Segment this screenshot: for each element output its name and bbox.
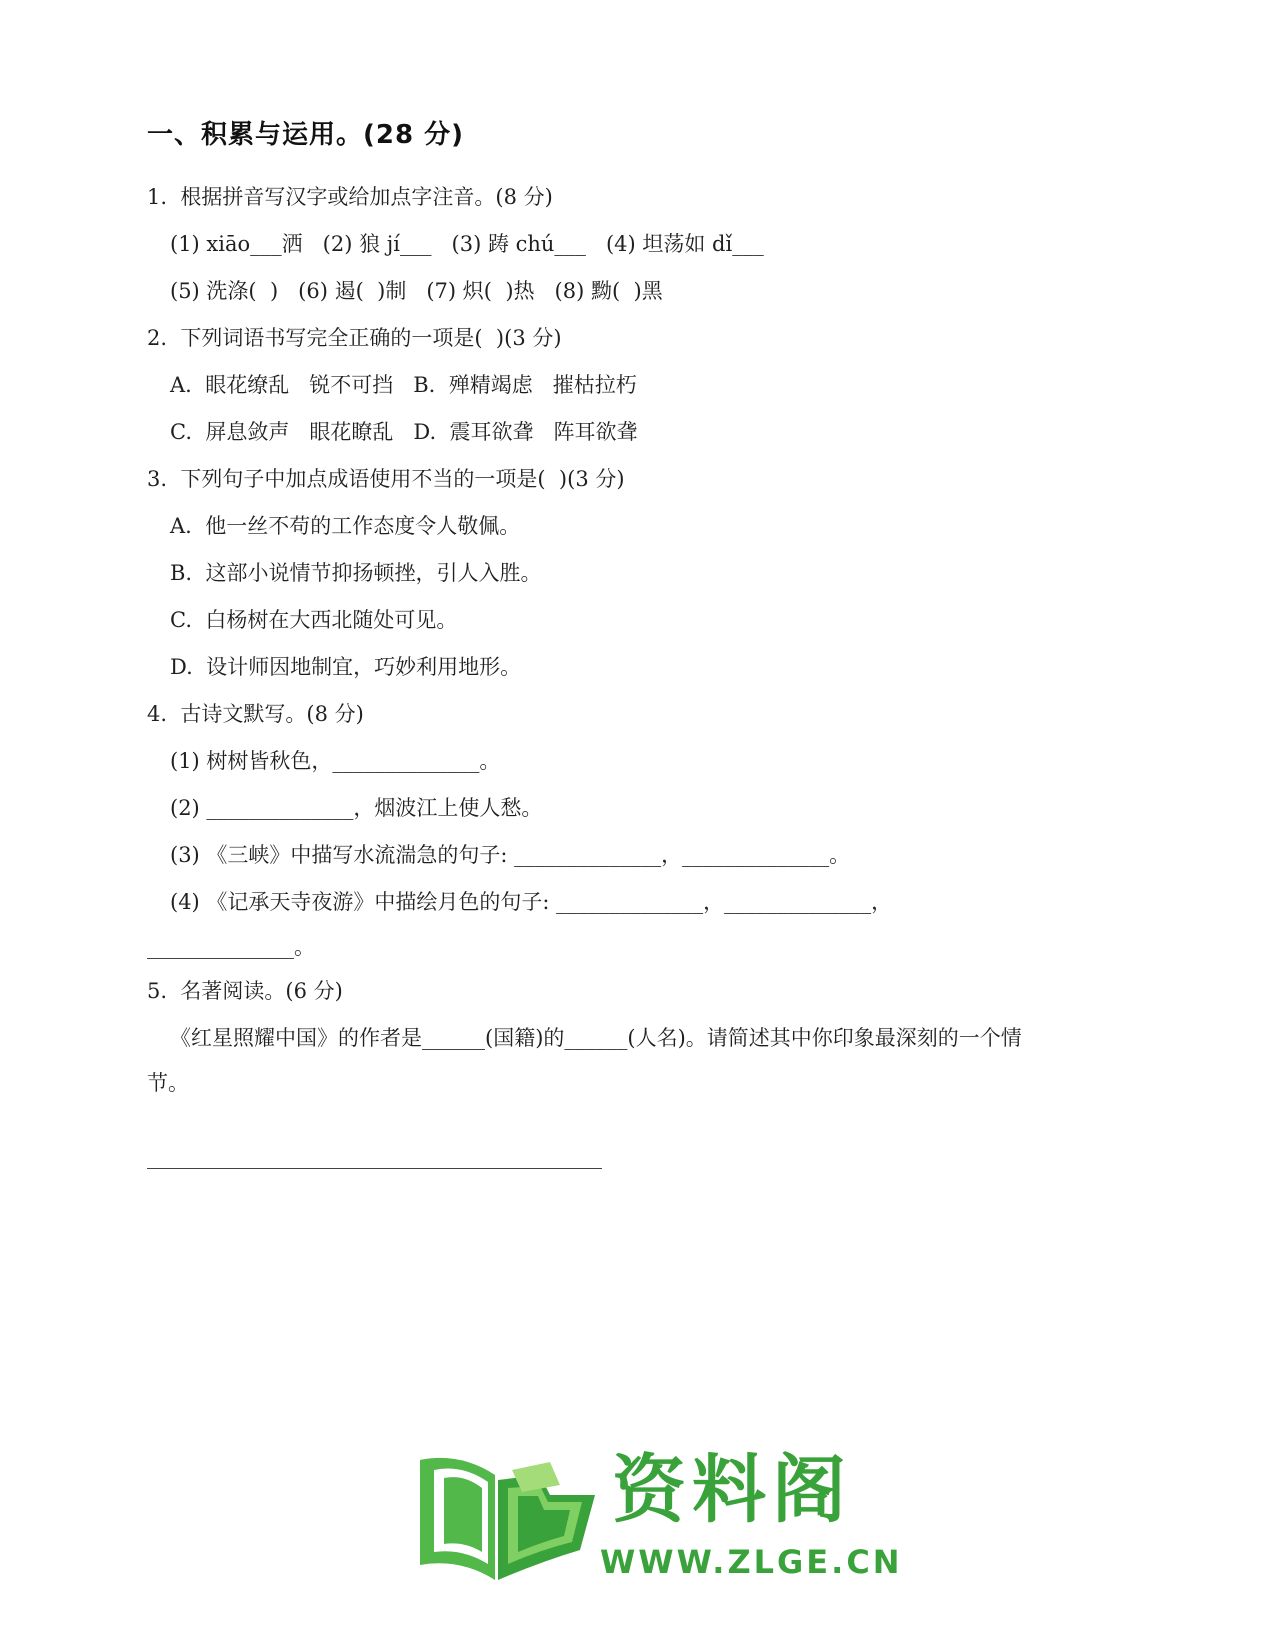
- question-2-stem: 2. 下列词语书写完全正确的一项是( )(3 分): [147, 326, 562, 350]
- question-4-part-1: (1) 树树皆秋色，______________。: [170, 749, 501, 773]
- zlge-logo: [400, 1440, 903, 1590]
- question-1-row-1: (1) xiāo___洒 (2) 狼 jí___ (3) 踌 chú___ (4) 坦荡如 dǐ___: [170, 232, 764, 256]
- question-3-option-d: D. 设计师因地制宜，巧妙利用地形。: [170, 655, 522, 679]
- section-title: 一、积累与运用。(28 分): [147, 120, 464, 150]
- question-4-stem: 4. 古诗文默写。(8 分): [147, 702, 364, 726]
- question-2-row-1: A. 眼花缭乱 锐不可挡 B. 殚精竭虑 摧枯拉朽: [170, 373, 637, 397]
- question-3-option-c: C. 白杨树在大西北随处可见。: [170, 608, 458, 632]
- open-book-icon: [400, 1440, 600, 1590]
- question-5-text: 《红星照耀中国》的作者是______(国籍)的______(人名)。请简述其中你印象最深刻的一个情: [170, 1026, 1022, 1050]
- question-5-text-continuation: 节。: [147, 1071, 189, 1095]
- logo-url-text: WWW.ZLGE.CN: [600, 1543, 903, 1581]
- question-3-stem: 3. 下列句子中加点成语使用不当的一项是( )(3 分): [147, 467, 625, 491]
- question-4-part-4: (4) 《记承天寺夜游》中描绘月色的句子: ______________，______________，: [170, 890, 893, 914]
- question-3-option-a: A. 他一丝不苟的工作态度令人敬佩。: [170, 514, 521, 538]
- question-4-part-4-continuation: ______________。: [147, 935, 315, 959]
- question-1-stem: 1. 根据拼音写汉字或给加点字注音。(8 分): [147, 185, 553, 209]
- question-3-option-b: B. 这部小说情节抑扬顿挫，引人入胜。: [170, 561, 542, 585]
- question-4-part-2: (2) ______________，烟波江上使人愁。: [170, 796, 543, 820]
- question-1-row-2: (5) 洗涤( ) (6) 遏( )制 (7) 炽( )热 (8) 黝( )黑: [170, 279, 663, 303]
- question-2-row-2: C. 屏息敛声 眼花瞭乱 D. 震耳欲聋 阵耳欲聋: [170, 420, 638, 444]
- logo-chinese-text: 资料阁: [612, 1447, 852, 1533]
- question-4-part-3: (3) 《三峡》中描写水流湍急的句子: ______________，______________。: [170, 843, 851, 867]
- question-5-stem: 5. 名著阅读。(6 分): [147, 979, 343, 1003]
- answer-line: [147, 1168, 602, 1169]
